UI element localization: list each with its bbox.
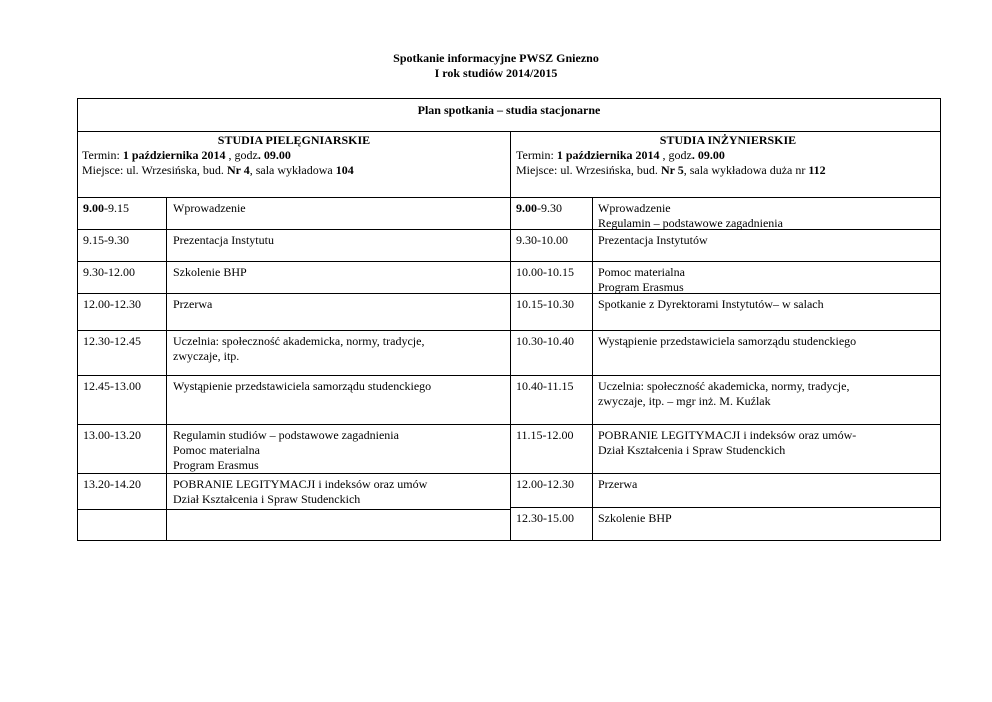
left-header-divider: [77, 197, 510, 198]
left-activity-cell: Prezentacja Instytutu: [173, 233, 274, 247]
right-activity-cell: POBRANIE LEGITYMACJI i indeksów oraz umów- Dział Kształcenia i Spraw Studenckich: [598, 428, 857, 457]
left-time-cell: 9.30-12.00: [83, 265, 135, 279]
left-row-divider: [77, 229, 510, 230]
right-termin: Termin: 1 października 2014 , godz. 09.00: [516, 148, 725, 162]
right-column-divider: [592, 197, 593, 541]
left-place: Miejsce: ul. Wrzesińska, bud. Nr 4, sala wykładowa 104: [82, 163, 354, 177]
left-time-cell: 9.15-9.30: [83, 233, 129, 247]
right-section-title: STUDIA INŻYNIERSKIE: [659, 133, 797, 147]
right-time-cell: 10.30-10.40: [516, 334, 574, 348]
left-activity-cell: Uczelnia: społeczność akademicka, normy, tradycje, zwyczaje, itp.: [173, 334, 425, 363]
right-activity-cell: Przerwa: [598, 477, 638, 491]
right-activity-cell: Prezentacja Instytutów: [598, 233, 708, 247]
left-termin: Termin: 1 października 2014 , godz. 09.00: [82, 148, 291, 162]
right-activity-cell: Wystąpienie przedstawiciela samorządu studenckiego: [598, 334, 857, 348]
left-section-header: [82, 133, 506, 178]
right-row-divider: [510, 261, 941, 262]
right-time-cell: 10.00-10.15: [516, 265, 574, 279]
left-activity-cell: POBRANIE LEGITYMACJI i indeksów oraz umów Dział Kształcenia i Spraw Studenckich: [173, 477, 428, 506]
right-activity-cell: Pomoc materialna Program Erasmus: [598, 265, 685, 294]
left-activity-cell: Szkolenie BHP: [173, 265, 247, 279]
left-row-divider: [77, 261, 510, 262]
left-row-divider: [77, 509, 510, 510]
right-row-divider: [510, 473, 941, 474]
right-row-divider: [510, 424, 941, 425]
right-time-cell: 11.15-12.00: [516, 428, 574, 442]
left-row-divider: [77, 424, 510, 425]
left-row-divider: [77, 473, 510, 474]
right-section-header: [516, 133, 940, 178]
right-time-cell: 9.30-10.00: [516, 233, 568, 247]
left-activity-cell: Przerwa: [173, 297, 213, 311]
right-activity-cell: Spotkanie z Dyrektorami Instytutów– w salach: [598, 297, 824, 311]
right-row-divider: [510, 507, 941, 508]
left-row-divider: [77, 293, 510, 294]
right-time-cell: 10.15-10.30: [516, 297, 574, 311]
plan-title: Plan spotkania – studia stacjonarne: [417, 103, 601, 117]
left-row-divider: [77, 375, 510, 376]
left-column-divider: [166, 197, 167, 541]
left-time-cell: 13.00-13.20: [83, 428, 141, 442]
left-activity-cell: Wprowadzenie: [173, 201, 246, 215]
right-row-divider: [510, 293, 941, 294]
right-time-cell: 10.40-11.15: [516, 379, 574, 393]
document-title: Spotkanie informacyjne PWSZ Gniezno: [393, 51, 599, 65]
left-time-cell: 12.00-12.30: [83, 297, 141, 311]
left-section-title: STUDIA PIELĘGNIARSKIE: [217, 133, 371, 147]
plan-title-divider: [77, 131, 941, 132]
right-place: Miejsce: ul. Wrzesińska, bud. Nr 5, sala wykładowa duża nr 112: [516, 163, 826, 177]
left-time-cell: 12.30-12.45: [83, 334, 141, 348]
middle-divider: [510, 131, 511, 541]
left-activity-cell: Wystąpienie przedstawiciela samorządu studenckiego: [173, 379, 432, 393]
left-time-cell: 13.20-14.20: [83, 477, 141, 491]
right-time-cell: 9.00-9.30: [516, 201, 562, 215]
right-row-divider: [510, 330, 941, 331]
right-header-divider: [510, 197, 941, 198]
right-time-cell: 12.30-15.00: [516, 511, 574, 525]
right-activity-cell: Szkolenie BHP: [598, 511, 672, 525]
left-time-cell: 9.00-9.15: [83, 201, 129, 215]
right-row-divider: [510, 375, 941, 376]
document-subtitle: I rok studiów 2014/2015: [434, 66, 558, 80]
left-row-divider: [77, 330, 510, 331]
left-time-cell: 12.45-13.00: [83, 379, 141, 393]
left-activity-cell: Regulamin studiów – podstawowe zagadnienia Pomoc materialna Program Erasmus: [173, 428, 399, 472]
right-time-cell: 12.00-12.30: [516, 477, 574, 491]
right-activity-cell: Wprowadzenie Regulamin – podstawowe zagadnienia: [598, 201, 783, 230]
right-activity-cell: Uczelnia: społeczność akademicka, normy, tradycje, zwyczaje, itp. – mgr inż. M. Kuźlak: [598, 379, 850, 408]
